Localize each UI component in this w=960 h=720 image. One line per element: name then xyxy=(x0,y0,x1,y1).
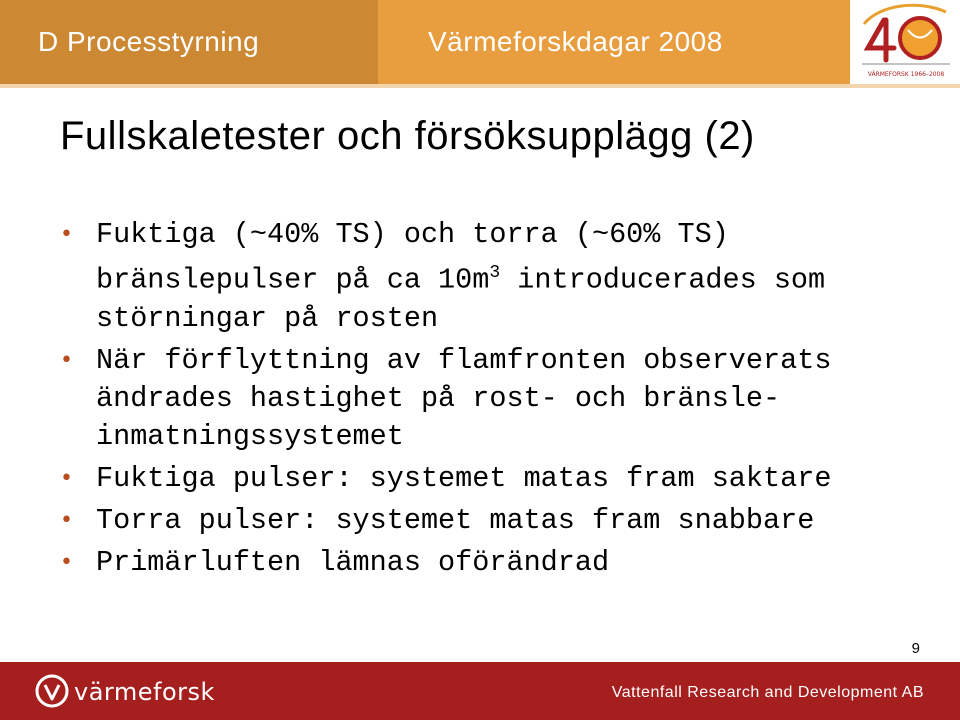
anniversary-logo-icon xyxy=(850,0,960,84)
bullet-item xyxy=(60,216,920,338)
header-left-title: D Processtyrning xyxy=(38,26,260,57)
bullet-icon: • xyxy=(60,549,73,575)
anniversary-logo xyxy=(850,0,960,84)
bullet-icon: • xyxy=(60,507,73,533)
bullet-text-post: introducerades som störningar på rosten xyxy=(96,263,826,335)
footer-company: Vattenfall Research and Development AB xyxy=(611,684,924,701)
bullet-text-pre: Fuktiga (~40% TS) och torra (~60% TS) bränslepulser på ca 10m xyxy=(96,218,729,297)
header-right-band xyxy=(378,0,850,84)
bullet-icon: • xyxy=(60,222,73,247)
bullet-icon: • xyxy=(60,347,73,373)
logo-caption: VÄRMEFORSK 1966–2008 xyxy=(867,71,945,78)
bullet-icon: • xyxy=(60,465,73,491)
bullet-text: Primärluften lämnas oförändrad xyxy=(96,545,610,579)
header-divider xyxy=(0,84,960,88)
header-right-title: Värmeforskdagar 2008 xyxy=(428,26,723,57)
bullet-item xyxy=(60,460,920,498)
bullet-superscript: 3 xyxy=(489,263,501,283)
bullet-item xyxy=(60,544,920,582)
page-number: 9 xyxy=(911,640,920,657)
slide-header xyxy=(0,0,960,88)
bullet-item xyxy=(60,342,920,456)
bullet-item xyxy=(60,502,920,540)
bullet-list xyxy=(60,216,920,586)
bullet-text: Fuktiga pulser: systemet matas fram saktare xyxy=(96,461,832,495)
bullet-text: Torra pulser: systemet matas fram snabbare xyxy=(96,503,815,537)
bullet-text: När förflyttning av flamfronten observerats ändrades hastighet på rost- och bränsle-inmatningssystemet xyxy=(96,343,832,453)
varmeforsk-logo-icon xyxy=(34,673,70,709)
slide-footer xyxy=(0,662,960,720)
header-left-band xyxy=(0,0,378,84)
slide-title: Fullskaletester och försöksupplägg (2) xyxy=(60,114,755,158)
footer-brand: värmeforsk xyxy=(74,678,215,706)
